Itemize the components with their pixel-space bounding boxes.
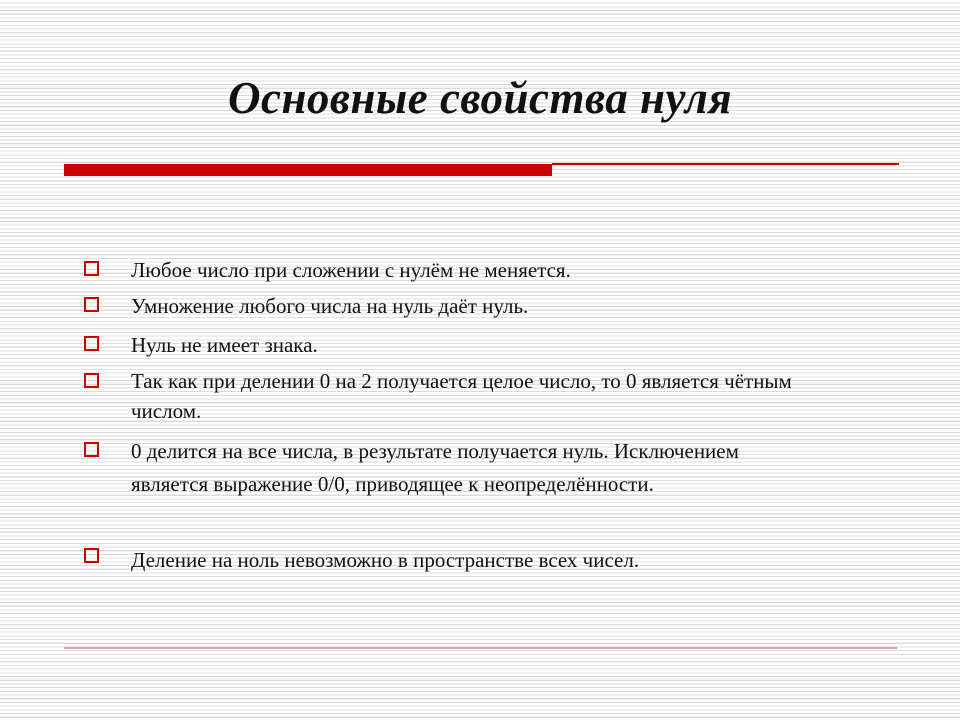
bullet-text: Нуль не имеет знака. [131, 333, 318, 357]
hollow-square-icon [84, 297, 99, 312]
bullet-item [84, 254, 804, 287]
bullet-text: Деление на ноль невозможно в пространстве всех чисел. [131, 548, 640, 572]
bullet-text: Умножение любого числа на нуль даёт нуль. [131, 294, 529, 318]
title-underline-thick [64, 164, 552, 176]
hollow-square-icon [84, 442, 99, 457]
bullet-item [84, 435, 804, 501]
title-underline-thin [552, 163, 899, 165]
bullet-text: Так как при делении 0 на 2 получается целое число, то 0 является чётным числом. [131, 369, 792, 423]
bullet-item [84, 366, 804, 426]
bullet-text: 0 делится на все числа, в результате получается нуль. Исключением является выражение 0/0, приводящее к неопределённости. [131, 439, 739, 496]
hollow-square-icon [84, 373, 99, 388]
bullet-text: Любое число при сложении с нулём не меняется. [131, 258, 571, 282]
hollow-square-icon [84, 548, 99, 563]
bullet-item [84, 329, 804, 362]
footer-divider [64, 647, 897, 649]
slide-title: Основные свойства нуля [227, 73, 733, 123]
bullet-item [84, 290, 804, 323]
hollow-square-icon [84, 261, 99, 276]
bullet-item [84, 544, 804, 577]
hollow-square-icon [84, 336, 99, 351]
